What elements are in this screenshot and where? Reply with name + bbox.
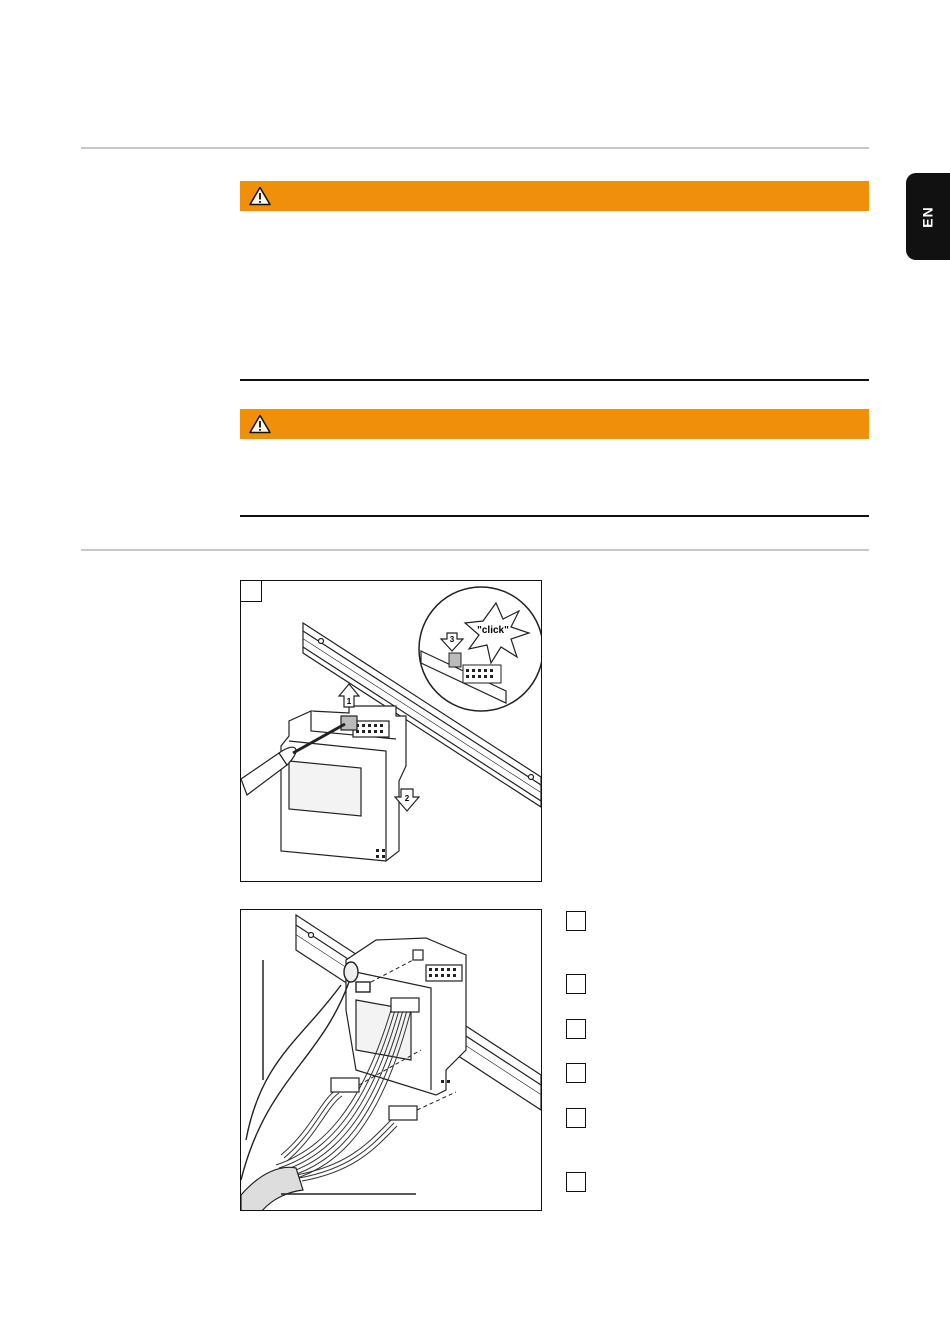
figure-cable-connection (240, 909, 542, 1211)
step-checkbox-5[interactable] (566, 1108, 586, 1128)
step-checkbox-6[interactable] (566, 1172, 586, 1192)
warning-end-rule-2 (240, 515, 869, 517)
warning-end-rule-1 (240, 379, 869, 381)
figure-step-box (240, 580, 262, 602)
step-label-3: 3 (449, 635, 455, 644)
cable-connection-illustration (241, 910, 542, 1211)
step-checkbox-1[interactable] (566, 911, 586, 931)
din-rail-mounting-illustration (241, 581, 542, 882)
step-checkbox-2[interactable] (566, 974, 586, 994)
figure-din-rail-mounting (240, 580, 542, 882)
step-checkbox-3[interactable] (566, 1019, 586, 1039)
language-tab[interactable] (906, 173, 950, 260)
section-divider-top (81, 147, 869, 149)
step-label-1: 1 (346, 697, 352, 706)
warning-triangle-icon (249, 414, 271, 434)
warning-header-2 (240, 409, 869, 439)
step-label-2: 2 (404, 794, 410, 803)
section-divider-middle (81, 549, 869, 551)
warning-triangle-icon (249, 186, 271, 206)
warning-header-1 (240, 181, 869, 211)
click-callout-text: "click" (477, 625, 509, 636)
language-tab-label: EN (919, 205, 936, 228)
step-checkbox-4[interactable] (566, 1063, 586, 1083)
